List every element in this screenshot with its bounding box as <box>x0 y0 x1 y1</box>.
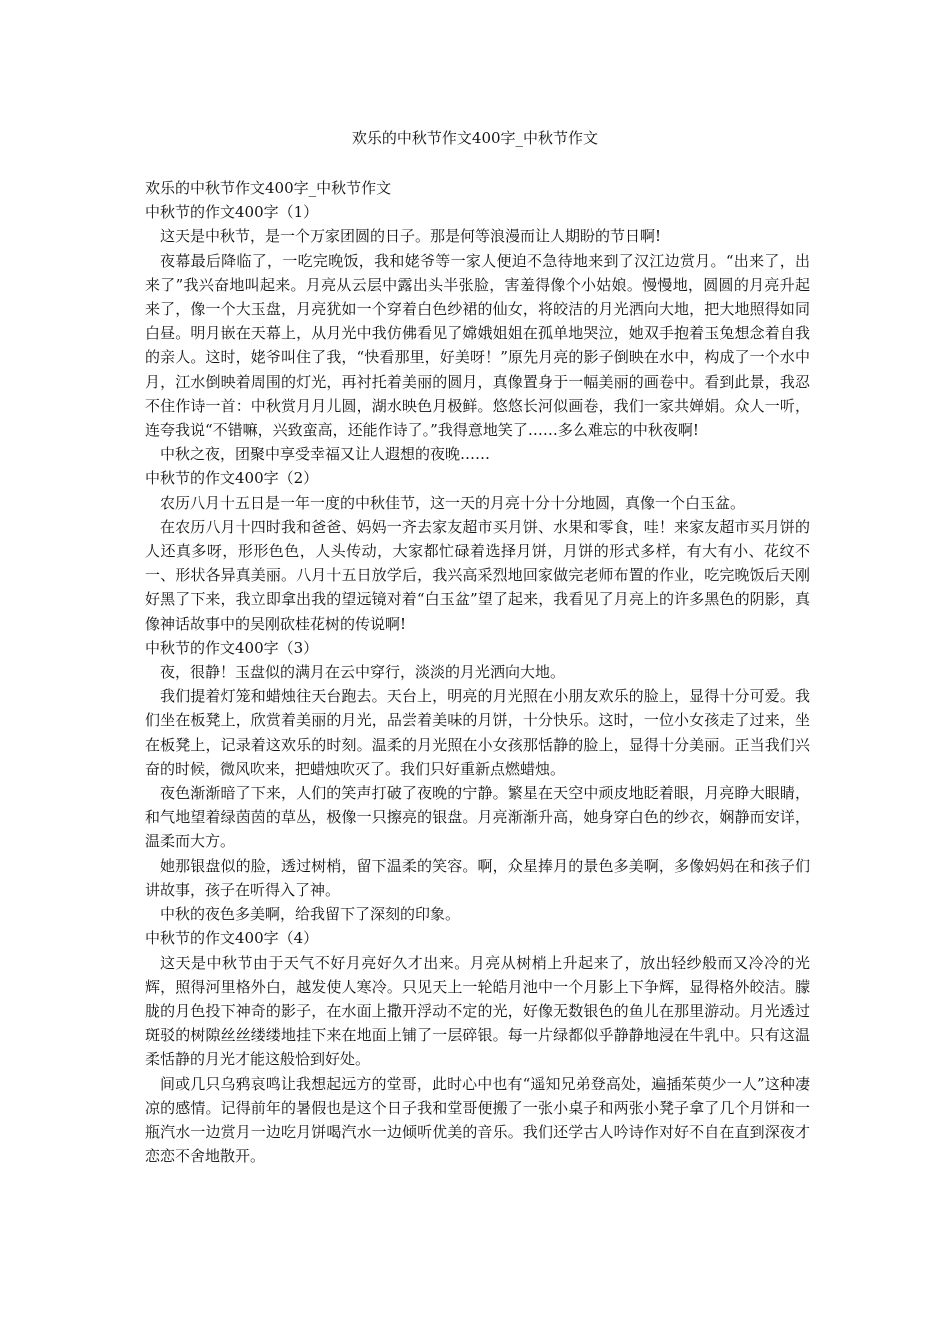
section-heading-2: 中秋节的作文400字（2） <box>145 469 319 488</box>
paragraph: 夜色渐渐暗了下来，人们的笑声打破了夜晚的宁静。繁星在天空中顽皮地眨着眼，月亮睁大眼睛，和气地望着绿茵茵的草丛，极像一只擦亮的银盘。月亮渐渐升高，她身穿白色的纱衣，娴静而安详，温柔而大方。 <box>145 784 810 851</box>
article-subtitle: 欢乐的中秋节作文400字_中秋节作文 <box>145 179 392 197</box>
paragraph: 夜，很静！玉盘似的满月在云中穿行，淡淡的月光洒向大地。 <box>160 663 566 682</box>
paragraph: 我们提着灯笼和蜡烛往天台跑去。天台上，明亮的月光照在小朋友欢乐的脸上，显得十分可爱。我们坐在板凳上，欣赏着美丽的月光，品尝着美味的月饼，十分快乐。这时，一位小女孩走了过来，坐在板凳上，记录着这欢乐的时刻。温柔的月光照在小女孩那恬静的脸上，显得十分美丽。正当我们兴奋的时候，微风吹来，把蜡烛吹灭了。我们只好重新点燃蜡烛。 <box>145 687 810 778</box>
paragraph: 间或几只乌鸦哀鸣让我想起远方的堂哥，此时心中也有“遥知兄弟登高处，遍插茱萸少一人”这种凄凉的感情。记得前年的暑假也是这个日子我和堂哥便搬了一张小桌子和两张小凳子拿了几个月饼和一瓶汽水一边赏月一边吃月饼喝汽水一边倾听优美的音乐。我们还学古人吟诗作对好不自在直到深夜才恋恋不舍地散开。 <box>145 1074 810 1166</box>
paragraph: 夜幕最后降临了，一吃完晚饭，我和姥爷等一家人便迫不急待地来到了汉江边赏月。“出来了，出来了”我兴奋地叫起来。月亮从云层中露出头半张脸，害羞得像个小姑娘。慢慢地，圆圆的月亮升起来了，像一个大玉盘，月亮犹如一个穿着白色纱裙的仙女，将皎洁的月光洒向大地，把大地照得如同白昼。明月嵌在天幕上，从月光中我仿佛看见了嫦娥姐姐在孤单地哭泣，她双手抱着玉兔想念着自我的亲人。这时，姥爷叫住了我，“快看那里，好美呀！”原先月亮的影子倒映在水中，构成了一个水中月，江水倒映着周围的灯光，再衬托着美丽的圆月，真像置身于一幅美丽的画卷中。看到此景，我忍不住作诗一首：中秋赏月月儿圆，湖水映色月极鲜。悠悠长河似画卷，我们一家共婵娟。众人一听，连夸我说“不错嘛，兴致蛮高，还能作诗了。”我得意地笑了……多么难忘的中秋夜啊! <box>145 251 810 440</box>
paragraph: 农历八月十五日是一年一度的中秋佳节，这一天的月亮十分十分地圆，真像一个白玉盆。 <box>160 493 746 512</box>
paragraph: 她那银盘似的脸，透过树梢，留下温柔的笑容。啊，众星捧月的景色多美啊，多像妈妈在和孩子们讲故事，孩子在听得入了神。 <box>145 856 810 899</box>
paragraph: 这天是中秋节，是一个万家团圆的日子。那是何等浪漫而让人期盼的节日啊! <box>160 227 662 246</box>
page-title: 欢乐的中秋节作文400字_中秋节作文 <box>351 129 599 147</box>
paragraph: 在农历八月十四时我和爸爸、妈妈一齐去家友超市买月饼、水果和零食，哇！来家友超市买月饼的人还真多呀，形形色色，人头传动，大家都忙碌着选择月饼，月饼的形式多样，有大有小、花纹不一、形状各异真美丽。八月十五日放学后，我兴高采烈地回家做完老师布置的作业，吃完晚饭后天刚好黑了下来，我立即拿出我的望远镜对着“白玉盆”望了起来，我看见了月亮上的许多黑色的阴影，真像神话故事中的吴刚砍桂花树的传说啊! <box>145 517 810 633</box>
article-body <box>145 176 810 1168</box>
section-heading-4: 中秋节的作文400字（4） <box>145 929 319 948</box>
paragraph: 中秋之夜，团聚中享受幸福又让人遐想的夜晚…… <box>160 445 491 464</box>
section-heading-3: 中秋节的作文400字（3） <box>145 638 319 657</box>
paragraph: 这天是中秋节由于天气不好月亮好久才出来。月亮从树梢上升起来了，放出轻纱般而又冷冷的光辉，照得河里格外白，越发使人寒冷。只见天上一轮皓月池中一个月影上下争辉，显得格外皎洁。朦胧的月色投下神奇的影子，在水面上撒开浮动不定的光，好像无数银色的鱼儿在那里游动。月光透过斑驳的树隙丝丝缕缕地挂下来在地面上铺了一层碎银。每一片绿都似乎静静地浸在牛乳中。只有这温柔恬静的月光才能这般恰到好处。 <box>145 953 810 1069</box>
paragraph: 中秋的夜色多美啊，给我留下了深刻的印象。 <box>160 905 461 924</box>
section-heading-1: 中秋节的作文400字（1） <box>145 203 319 222</box>
